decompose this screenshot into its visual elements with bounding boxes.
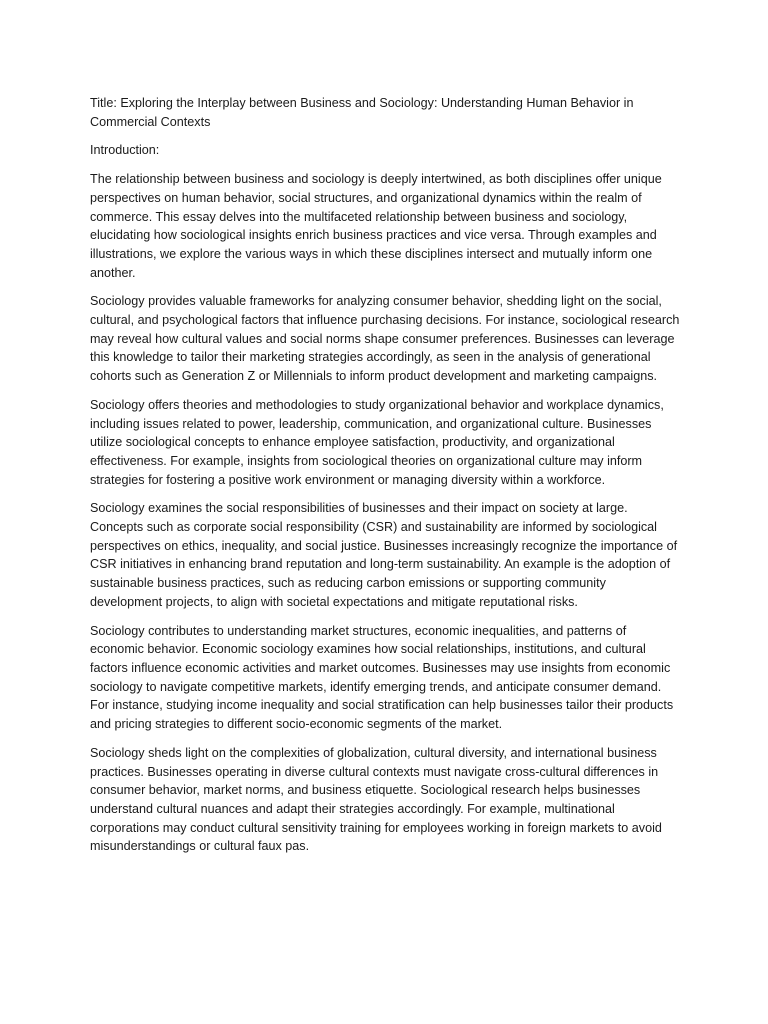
intro-heading: Introduction: [90,143,160,158]
paragraph-organizational-behavior: Sociology offers theories and methodologies to study organizational behavior and workplace dynamics, including issues related to power, leadership, communication, and organizational culture. Businesses utilize sociological concepts to enhance employee satisfaction, productivity, and organizational effectiveness. For example, insights from sociological theories on organizational culture may inform strategies for fostering a positive work environment or managing diversity within a workforce. [90,397,664,487]
paragraph-globalization: Sociology sheds light on the complexities of globalization, cultural diversity, and international business practices. Businesses operating in diverse cultural contexts must navigate cross-cultural differences in consumer behavior, market norms, and business etiquette. Sociological research helps businesses understand cultural nuances and adapt their strategies accordingly. For example, multinational corporations may conduct cultural sensitivity training for employees working in foreign markets to avoid misunderstandings or cultural faux pas. [90,745,662,854]
paragraph-social-responsibility: Sociology examines the social responsibilities of businesses and their impact on society at large. Concepts such as corporate social responsibility (CSR) and sustainability are informed by sociological perspectives on ethics, inequality, and social justice. Businesses increasingly recognize the importance of CSR initiatives in enhancing brand reputation and long-term sustainability. An example is the adoption of sustainable business practices, such as reducing carbon emissions or supporting community development projects, to align with societal expectations and mitigate reputational risks. [90,501,678,609]
paragraph-intro: The relationship between business and sociology is deeply intertwined, as both disciplines offer unique perspectives on human behavior, social structures, and organizational dynamics within the realm of commerce. This essay delves into the multifaceted relationship between business and sociology, elucidating how sociological insights enrich business practices and vice versa. Through examples and illustrations, we explore the various ways in which these disciplines intersect and mutually inform one another. [90,172,662,280]
paragraph-economic-sociology: Sociology contributes to understanding market structures, economic inequalities, and patterns of economic behavior. Economic sociology examines how social relationships, institutions, and cultural factors influence economic activities and market outcomes. Businesses may use insights from economic sociology to navigate competitive markets, identify emerging trends, and anticipate consumer demand. For instance, studying income inequality and social stratification can help businesses tailor their products and pricing strategies to different socio-economic segments of the market. [90,623,674,732]
paragraph-consumer-behavior: Sociology provides valuable frameworks for analyzing consumer behavior, shedding light on the social, cultural, and psychological factors that influence purchasing decisions. For instance, sociological research may reveal how cultural values and social norms shape consumer preferences. Businesses can leverage this knowledge to tailor their marketing strategies accordingly, as seen in the analysis of generational cohorts such as Generation Z or Millennials to inform product development and marketing campaigns. [90,294,680,384]
document-title: Title: Exploring the Interplay between Business and Sociology: Understanding Human Behavior in Commercial Contexts [90,96,634,129]
document-page [90,94,680,866]
